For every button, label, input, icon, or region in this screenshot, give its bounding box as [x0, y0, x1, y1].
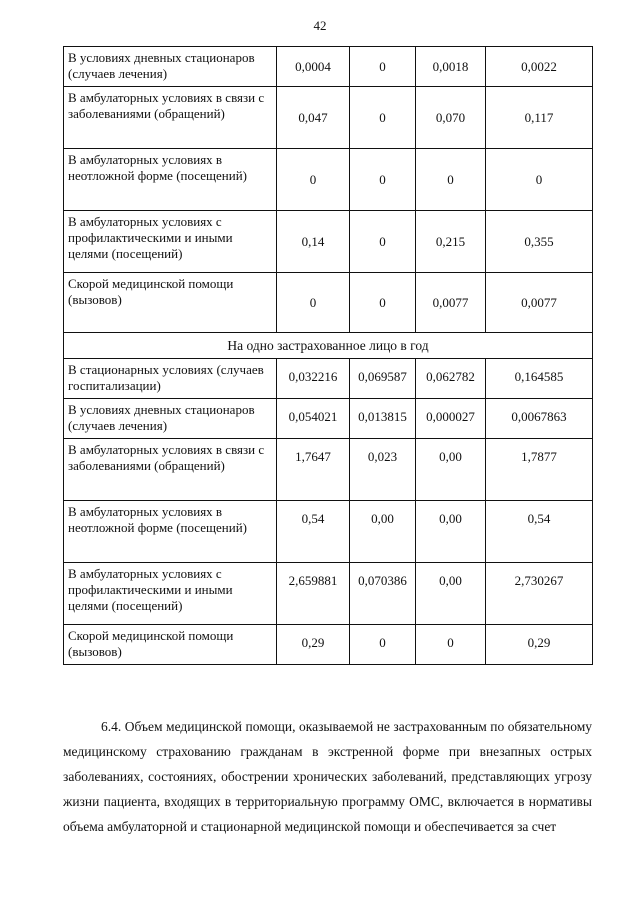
table-row [64, 211, 593, 273]
value-cell-1: 0,54 [277, 501, 350, 563]
row-label: В амбулаторных условиях с профилактическими и иными целями (посещений) [64, 211, 277, 273]
value-cell-2: 0,00 [350, 501, 416, 563]
value-cell-1: 0,29 [277, 625, 350, 665]
value-cell-3: 0,0077 [416, 273, 486, 333]
body-paragraph: 6.4. Объем медицинской помощи, оказываемой не застрахованным по обязательному медицинскому страхованию гражданам в экстренной форме при внезапных острых заболеваниях, состояниях, обострении хронических заболеваний, представляющих угрозу жизни пациента, входящих в территориальную программу ОМС, включается в нормативы объема амбулаторной и стационарной медицинской помощи и обеспечивается за счет [63, 719, 592, 834]
value-cell-1: 0,14 [277, 211, 350, 273]
value-cell-3: 0 [416, 625, 486, 665]
value-cell-2: 0 [350, 625, 416, 665]
data-table [63, 46, 593, 665]
table-row [64, 359, 593, 399]
table-row [64, 439, 593, 501]
value-cell-1: 0,054021 [277, 399, 350, 439]
value-cell-4: 0,117 [486, 87, 593, 149]
value-cell-2: 0,023 [350, 439, 416, 501]
value-cell-1: 0 [277, 273, 350, 333]
value-cell-4: 0 [486, 149, 593, 211]
value-cell-4: 0,54 [486, 501, 593, 563]
value-cell-4: 0,0022 [486, 47, 593, 87]
row-label: В амбулаторных условиях в связи с заболеваниями (обращений) [64, 87, 277, 149]
row-label: В условиях дневных стационаров (случаев лечения) [64, 47, 277, 87]
value-cell-3: 0,00 [416, 501, 486, 563]
table-row [64, 149, 593, 211]
value-cell-4: 0,355 [486, 211, 593, 273]
value-cell-3: 0,000027 [416, 399, 486, 439]
value-cell-3: 0,070 [416, 87, 486, 149]
value-cell-2: 0 [350, 211, 416, 273]
value-cell-1: 2,659881 [277, 563, 350, 625]
page-number: 42 [313, 18, 327, 33]
value-cell-1: 0,047 [277, 87, 350, 149]
table-body-upper [64, 47, 593, 333]
value-cell-2: 0 [350, 273, 416, 333]
table-row [64, 47, 593, 87]
value-cell-1: 1,7647 [277, 439, 350, 501]
row-label: В амбулаторных условиях в неотложной форме (посещений) [64, 149, 277, 211]
value-cell-2: 0 [350, 149, 416, 211]
value-cell-2: 0,069587 [350, 359, 416, 399]
row-label: В амбулаторных условиях с профилактическими и иными целями (посещений) [64, 563, 277, 625]
row-label: В условиях дневных стационаров (случаев лечения) [64, 399, 277, 439]
value-cell-1: 0,032216 [277, 359, 350, 399]
value-cell-4: 2,730267 [486, 563, 593, 625]
value-cell-3: 0 [416, 149, 486, 211]
value-cell-2: 0,070386 [350, 563, 416, 625]
table-row [64, 273, 593, 333]
table-section [64, 333, 593, 359]
value-cell-1: 0,0004 [277, 47, 350, 87]
value-cell-3: 0,0018 [416, 47, 486, 87]
value-cell-4: 0,29 [486, 625, 593, 665]
row-label: В стационарных условиях (случаев госпитализации) [64, 359, 277, 399]
value-cell-3: 0,215 [416, 211, 486, 273]
section-row [64, 333, 593, 359]
value-cell-3: 0,00 [416, 563, 486, 625]
value-cell-4: 0,0077 [486, 273, 593, 333]
table-row [64, 87, 593, 149]
table-row [64, 563, 593, 625]
row-label: В амбулаторных условиях в связи с заболеваниями (обращений) [64, 439, 277, 501]
row-label: Скорой медицинской помощи (вызовов) [64, 273, 277, 333]
table-row [64, 399, 593, 439]
table-row [64, 501, 593, 563]
value-cell-3: 0,00 [416, 439, 486, 501]
value-cell-4: 1,7877 [486, 439, 593, 501]
value-cell-2: 0,013815 [350, 399, 416, 439]
row-label: Скорой медицинской помощи (вызовов) [64, 625, 277, 665]
section-title: На одно застрахованное лицо в год [64, 333, 593, 359]
value-cell-2: 0 [350, 87, 416, 149]
value-cell-3: 0,062782 [416, 359, 486, 399]
value-cell-1: 0 [277, 149, 350, 211]
table-row [64, 625, 593, 665]
value-cell-4: 0,0067863 [486, 399, 593, 439]
value-cell-4: 0,164585 [486, 359, 593, 399]
row-label: В амбулаторных условиях в неотложной форме (посещений) [64, 501, 277, 563]
table-body-lower [64, 359, 593, 665]
value-cell-2: 0 [350, 47, 416, 87]
